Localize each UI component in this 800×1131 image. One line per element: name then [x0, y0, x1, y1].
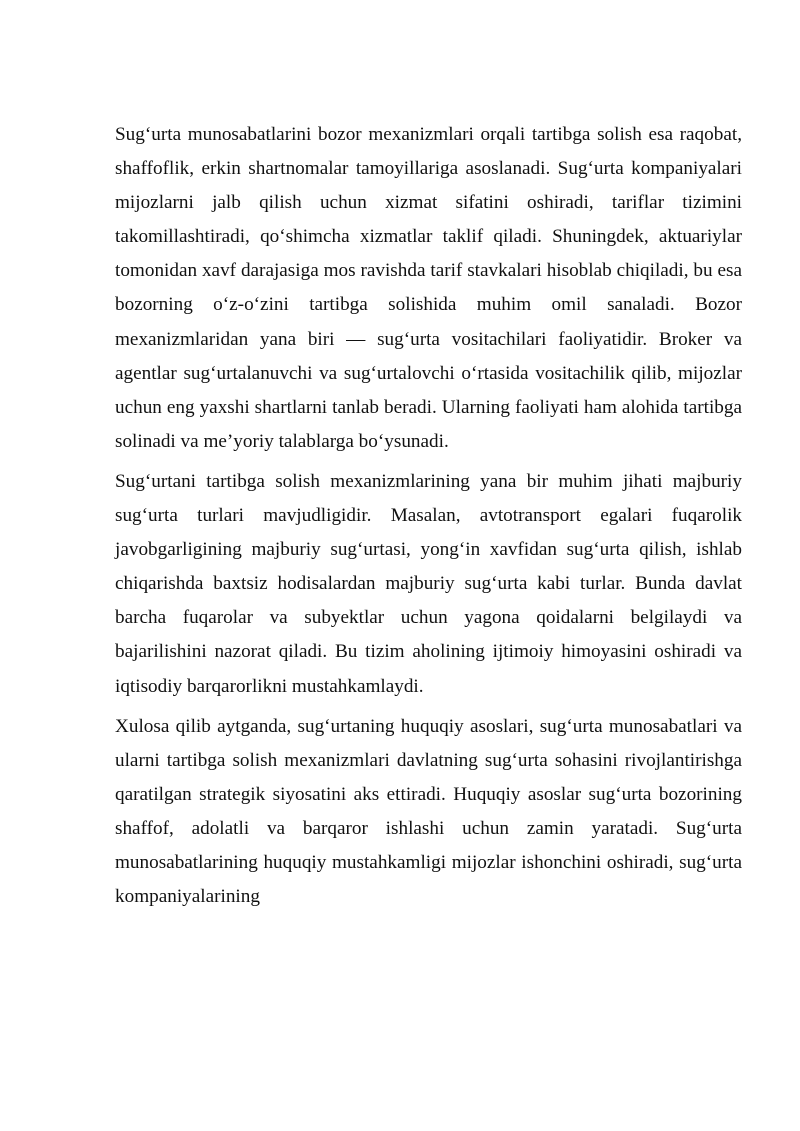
- paragraph-conclusion: Xulosa qilib aytganda, sug‘urtaning huquqiy asoslari, sug‘urta munosabatlari va ularni tartibga solish mexanizmlari davlatning sug‘urta sohasini rivojlantirishga qaratilgan strategik siyosatini aks ettiradi. Huquqiy asoslar sug‘urta bozorining shaffof, adolatli va barqaror ishlashi uchun zamin yaratadi. Sug‘urta munosabatlarining huquqiy mustahkamligi mijozlar ishonchini oshiradi, sug‘urta kompaniyalarining: [115, 715, 742, 908]
- paragraph-mandatory-insurance: Sug‘urtani tartibga solish mexanizmlarining yana bir muhim jihati majburiy sug‘urta turlari mavjudligidir. Masalan, avtotransport egalari fuqarolik javobgarligining majburiy sug‘urtasi, yong‘in xavfidan sug‘urta qilish, ishlab chiqarishda baxtsiz hodisalardan majburiy sug‘urta kabi turlar. Bunda davlat barcha fuqarolar va subyektlar uchun yagona qoidalarni belgilaydi va bajarilishini nazorat qiladi. Bu tizim aholining ijtimoiy himoyasini oshiradi va iqtisodiy barqarorlikni mustahkamlaydi.: [115, 470, 742, 697]
- document-page: [115, 118, 742, 920]
- paragraph-market-mechanisms: Sug‘urta munosabatlarini bozor mexanizmlari orqali tartibga solish esa raqobat, shaffoflik, erkin shartnomalar tamoyillariga asoslanadi. Sug‘urta kompaniyalari mijozlarni jalb qilish uchun xizmat sifatini oshiradi, tariflar tizimini takomillashtiradi, qo‘shimcha xizmatlar taklif qiladi. Shuningdek, aktuariylar tomonidan xavf darajasiga mos ravishda tarif stavkalari hisoblab chiqiladi, bu esa bozorning o‘z-o‘zini tartibga solishida muhim omil sanaladi. Bozor mexanizmlaridan yana biri — sug‘urta vositachilari faoliyatidir. Broker va agentlar sug‘urtalanuvchi va sug‘urtalovchi o‘rtasida vositachilik qilib, mijozlar uchun eng yaxshi shartlarni tanlab beradi. Ularning faoliyati ham alohida tartibga solinadi va me’yoriy talablarga bo‘ysunadi.: [115, 124, 742, 452]
